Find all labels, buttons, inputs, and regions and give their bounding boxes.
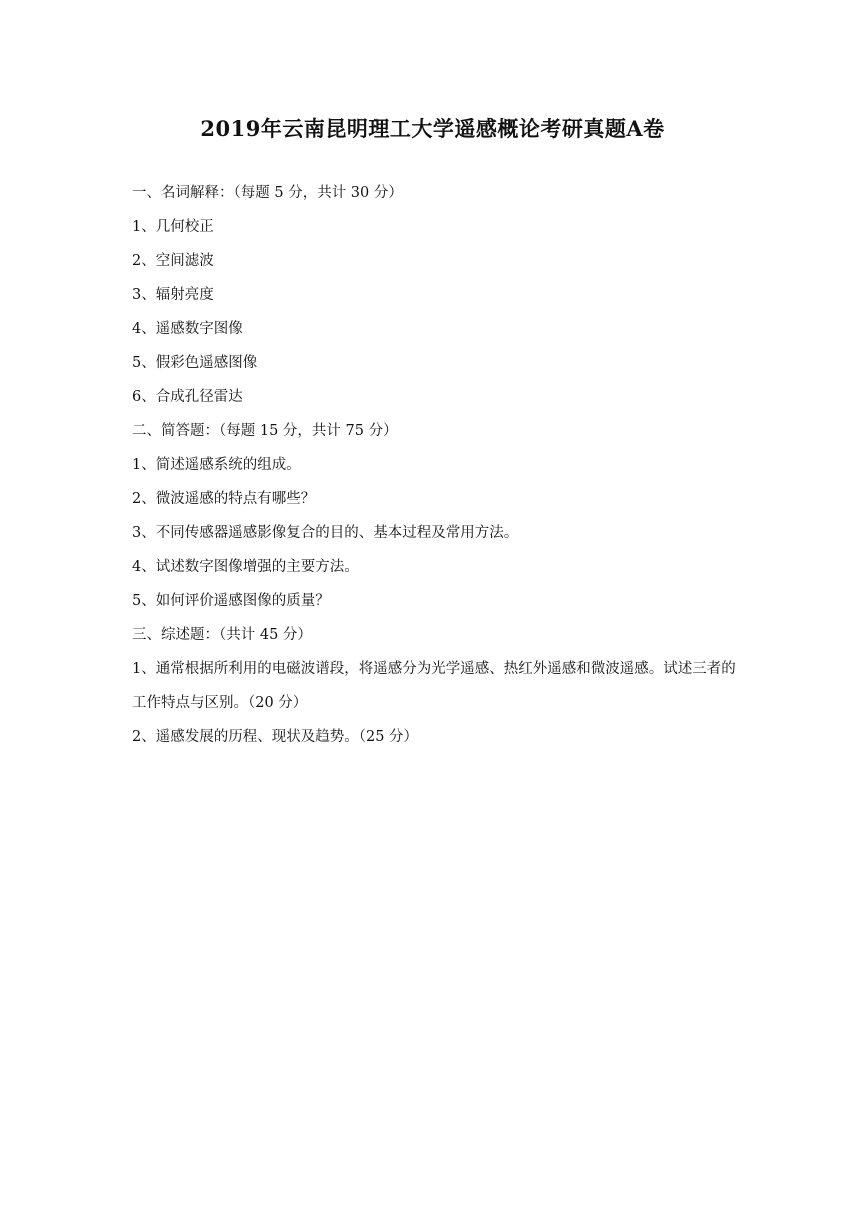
question-item: 2、遥感发展的历程、现状及趋势。（25 分） xyxy=(132,729,419,745)
section-heading-1: 一、名词解释：（每题 5 分，共计 30 分） xyxy=(132,185,403,201)
question-item: 3、辐射亮度 xyxy=(132,287,214,303)
question-item: 1、简述遥感系统的组成。 xyxy=(132,457,301,473)
question-item: 1、通常根据所利用的电磁波谱段，将遥感分为光学遥感、热红外遥感和微波遥感。试述三者的工作特点与区别。（20 分） xyxy=(132,661,736,711)
question-item: 5、如何评价遥感图像的质量？ xyxy=(132,593,330,609)
question-item: 3、不同传感器遥感影像复合的目的、基本过程及常用方法。 xyxy=(132,525,519,541)
question-item: 2、微波遥感的特点有哪些？ xyxy=(132,491,316,507)
document-title: 2019年云南昆明理工大学遥感概论考研真题A卷 xyxy=(200,116,665,141)
question-item: 4、遥感数字图像 xyxy=(132,321,243,337)
question-item: 4、试述数字图像增强的主要方法。 xyxy=(132,559,359,575)
question-item: 2、空间滤波 xyxy=(132,253,214,269)
question-item: 5、假彩色遥感图像 xyxy=(132,355,258,371)
question-item: 1、几何校正 xyxy=(132,219,214,235)
section-heading-2: 二、简答题：（每题 15 分，共计 75 分） xyxy=(132,423,398,439)
question-item: 6、合成孔径雷达 xyxy=(132,389,243,405)
section-heading-3: 三、综述题：（共计 45 分） xyxy=(132,627,312,643)
document-body xyxy=(132,176,742,754)
